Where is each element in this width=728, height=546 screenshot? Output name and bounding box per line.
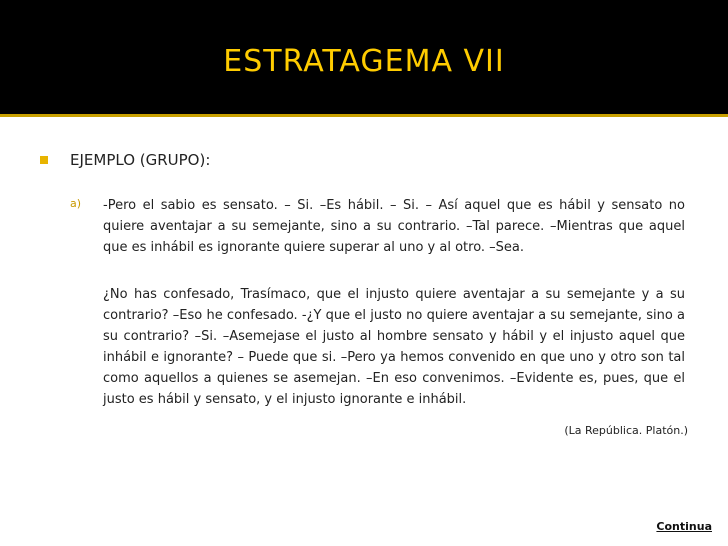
sub-item-marker: a) [70, 197, 82, 210]
slide-header [0, 0, 728, 114]
slide-title: ESTRATAGEMA VII [223, 44, 505, 79]
paragraph-1: -Pero el sabio es sensato. – Si. –Es hábil. – Si. – Así aquel que es hábil y sensato no quiere aventajar a su semejante, sino a su contrario. –Tal parece. –Mientras que aquel que es inhábil es ignorante quiere superar al uno y al otro. –Sea. [103, 198, 685, 255]
sub-item [70, 195, 690, 423]
main-bullet [40, 151, 210, 169]
paragraph-2: ¿No has confesado, Trasímaco, que el injusto quiere aventajar a su semejante y a su contrario? –Eso he confesado. -¿Y que el justo no quiere aventajar a su semejante, sino a su contrario? –Si. –Asemejase el justo al hombre sensato y hábil y el injusto aquel que inhábil e ignorante? – Puede que si. –Pero ya hemos convenido en que uno y otro son tal como aquellos a quienes se asemejan. –En eso convenimos. –Evidente es, pues, que el justo es hábil y sensato, y el injusto ignorante e inhábil. [103, 287, 685, 407]
header-divider [0, 114, 728, 117]
square-bullet-icon [40, 156, 48, 164]
continue-link[interactable]: Continua [656, 520, 712, 533]
bullet-text: EJEMPLO (GRUPO): [70, 151, 211, 169]
citation: (La República. Platón.) [564, 424, 688, 437]
